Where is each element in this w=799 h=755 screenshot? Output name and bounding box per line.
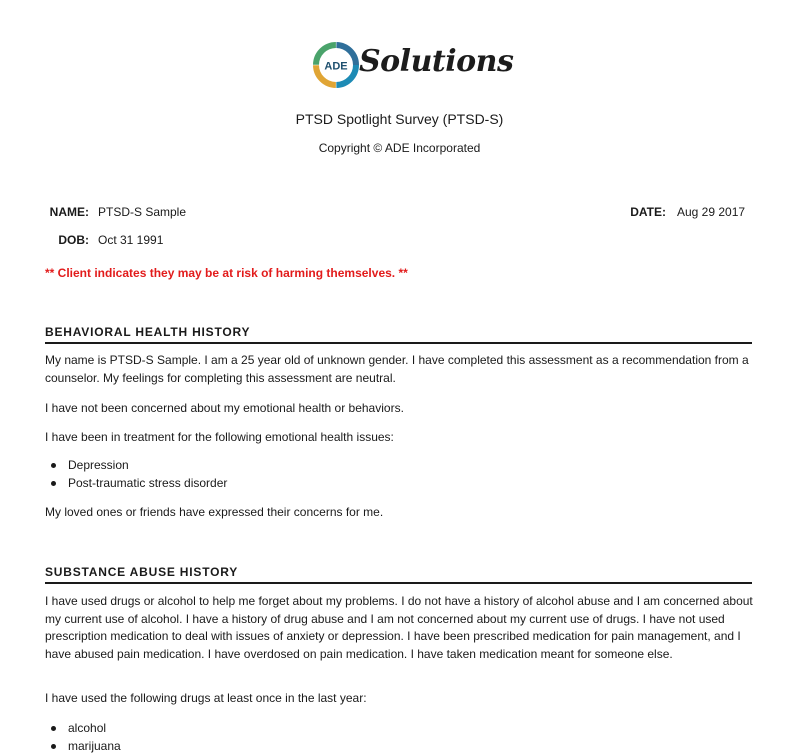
substance-abuse-heading: SUBSTANCE ABUSE HISTORY (45, 565, 752, 584)
list-item: marijuana (45, 738, 121, 755)
substance-history-paragraph: I have used drugs or alcohol to help me forget about my problems. I do not have a history of alcohol abuse and I am concerned about my current use of alcohol. I have a history of drug abuse and I am not concerned about my current use of drugs. I have not used prescription medication to deal with issues of anxiety or depression. I have been prescribed medication for pain management, and I have abused pain medication. I have overdosed on pain medication. I have taken medication meant for someone else. (45, 593, 755, 663)
copyright-notice: Copyright © ADE Incorporated (0, 141, 799, 155)
date-label: DATE: (600, 205, 666, 219)
treatment-issues-list (45, 457, 227, 492)
dob-label: DOB: (30, 233, 89, 247)
substance-drugs-paragraph: I have used the following drugs at least once in the last year: (45, 690, 755, 708)
list-item: Depression (45, 457, 227, 475)
drugs-used-list (45, 720, 121, 755)
behavioral-intro-paragraph: My name is PTSD-S Sample. I am a 25 year old of unknown gender. I have completed this assessment as a recommendation from a counselor. My feelings for completing this assessment are neutral. (45, 352, 755, 387)
survey-title: PTSD Spotlight Survey (PTSD-S) (0, 111, 799, 127)
behavioral-concern-paragraph: I have not been concerned about my emotional health or behaviors. (45, 400, 755, 418)
dob-value: Oct 31 1991 (98, 233, 163, 247)
ade-badge-icon (313, 42, 359, 88)
behavioral-loved-ones-paragraph: My loved ones or friends have expressed their concerns for me. (45, 504, 755, 522)
behavioral-health-heading: BEHAVIORAL HEALTH HISTORY (45, 325, 752, 344)
date-value: Aug 29 2017 (677, 205, 745, 219)
ade-badge-text: ADE (324, 61, 347, 73)
logo-wordmark: Solutions (359, 44, 513, 79)
name-value: PTSD-S Sample (98, 205, 186, 219)
list-item: alcohol (45, 720, 121, 738)
risk-alert: ** Client indicates they may be at risk of harming themselves. ** (45, 266, 408, 280)
behavioral-treatment-paragraph: I have been in treatment for the following emotional health issues: (45, 429, 755, 447)
list-item: Post-traumatic stress disorder (45, 475, 227, 493)
name-label: NAME: (30, 205, 89, 219)
ade-solutions-logo (313, 40, 493, 94)
